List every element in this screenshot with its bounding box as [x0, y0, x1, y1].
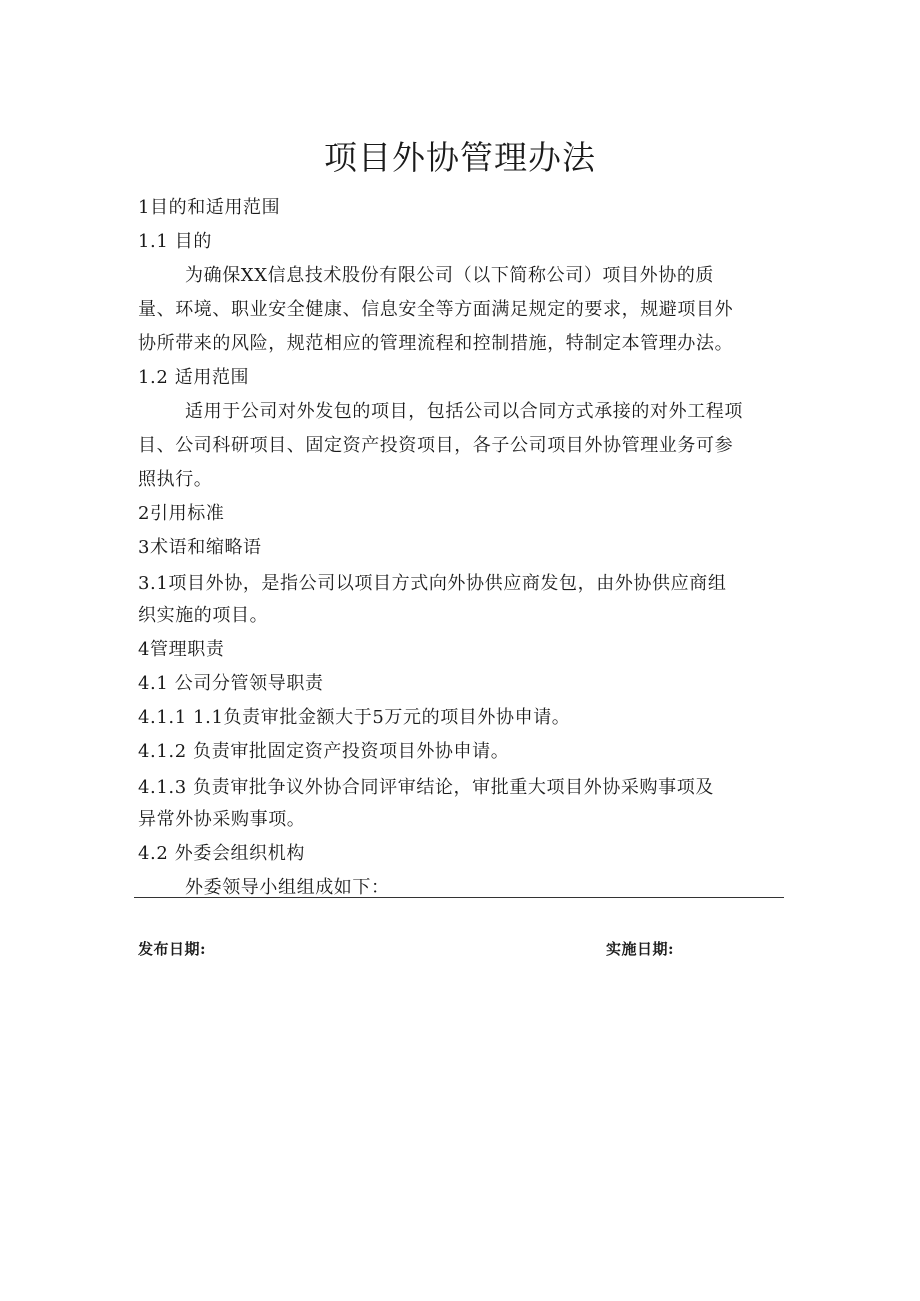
- paragraph-line: 异常外协采购事项。: [138, 809, 306, 830]
- publish-date-label: 发布日期:: [138, 940, 207, 958]
- paragraph-line: 适用于公司对外发包的项目，包括公司以合同方式承接的对外工程项: [185, 401, 743, 422]
- subsection-heading-1-1: 1.1 目的: [138, 231, 212, 252]
- clause-4-1-3: 4.1.3 负责审批争议外协合同评审结论，审批重大项目外协采购事项及: [138, 777, 714, 798]
- subsection-heading-1-2: 1.2 适用范围: [138, 367, 250, 388]
- paragraph-line: 3.1项目外协，是指公司以项目方式向外协供应商发包，由外协供应商组: [138, 573, 727, 594]
- paragraph-line: 外委领导小组组成如下：: [185, 877, 390, 898]
- paragraph-line: 目、公司科研项目、固定资产投资项目，各子公司项目外协管理业务可参: [138, 435, 734, 456]
- clause-4-1-1: 4.1.1 1.1负责审批金额大于5万元的项目外协申请。: [138, 707, 571, 728]
- subsection-heading-4-1: 4.1 公司分管领导职责: [138, 673, 324, 694]
- section-heading-1: 1目的和适用范围: [138, 197, 281, 218]
- paragraph-line: 照执行。: [138, 469, 213, 490]
- section-heading-4: 4管理职责: [138, 639, 225, 660]
- paragraph-line: 为确保XX信息技术股份有限公司（以下简称公司）项目外协的质: [185, 265, 715, 286]
- section-heading-2: 2引用标准: [138, 503, 225, 524]
- clause-4-1-2: 4.1.2 负责审批固定资产投资项目外协申请。: [138, 741, 510, 762]
- paragraph-line: 量、环境、职业安全健康、信息安全等方面满足规定的要求，规避项目外: [138, 299, 734, 320]
- subsection-heading-4-2: 4.2 外委会组织机构: [138, 843, 305, 864]
- effective-date-label: 实施日期:: [606, 940, 675, 958]
- paragraph-line: 协所带来的风险，规范相应的管理流程和控制措施，特制定本管理办法。: [138, 333, 734, 354]
- paragraph-line: 织实施的项目。: [138, 605, 269, 626]
- document-title: 项目外协管理办法: [324, 138, 596, 177]
- section-heading-3: 3术语和缩略语: [138, 537, 262, 558]
- footer-divider: [134, 897, 784, 898]
